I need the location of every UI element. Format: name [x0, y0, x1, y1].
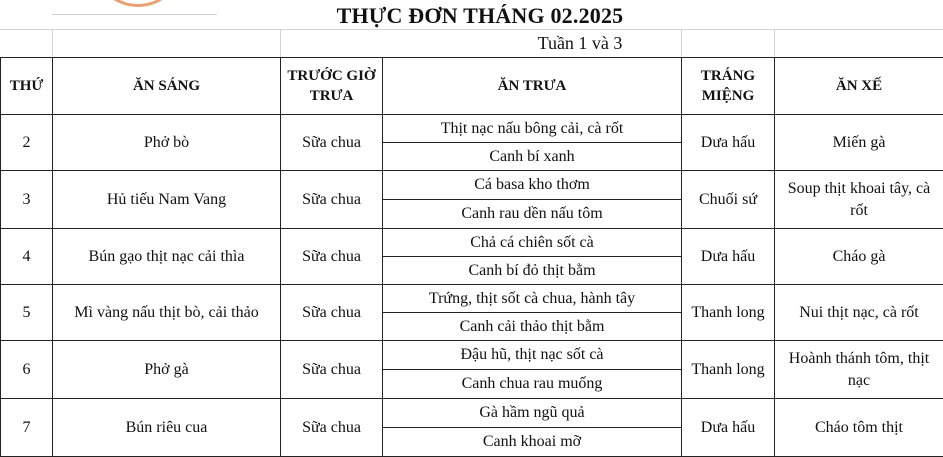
snack-cell: Cháo tôm thịt [775, 399, 943, 457]
breakfast-cell: Bún gạo thịt nạc cải thìa [53, 229, 281, 285]
table-row [1, 285, 943, 313]
breakfast-cell: Hủ tiếu Nam Vang [53, 171, 281, 229]
day-cell: 6 [1, 341, 53, 399]
snack-cell: Soup thịt khoai tây, cà rốt [775, 171, 943, 229]
snack-cell: Hoành thánh tôm, thịt nạc [775, 341, 943, 399]
day-cell: 5 [1, 285, 53, 341]
lunch-soup-cell: Canh cải thảo thịt bằm [383, 313, 682, 341]
column-header-lunch: ĂN TRƯA [383, 58, 682, 115]
dessert-cell: Thanh long [682, 285, 775, 341]
table-row [1, 171, 943, 200]
lunch-soup-cell: Canh rau dền nấu tôm [383, 200, 682, 229]
dessert-cell: Dưa hấu [682, 229, 775, 285]
table-row [1, 341, 943, 370]
lunch-soup-cell: Canh chua rau muống [383, 370, 682, 399]
breakfast-cell: Bún riêu cua [53, 399, 281, 457]
pre-lunch-cell: Sữa chua [281, 399, 383, 457]
divider [0, 29, 943, 30]
lunch-main-cell: Cá basa kho thơm [383, 171, 682, 200]
lunch-soup-cell: Canh bí xanh [383, 143, 682, 171]
column-header-snack: ĂN XẾ [775, 58, 943, 115]
day-cell: 7 [1, 399, 53, 457]
lunch-main-cell: Gà hầm ngũ quả [383, 399, 682, 428]
lunch-main-cell: Trứng, thịt sốt cà chua, hành tây [383, 285, 682, 313]
table-row [1, 229, 943, 257]
breakfast-cell: Phở gà [53, 341, 281, 399]
dessert-cell: Dưa hấu [682, 115, 775, 171]
pre-lunch-cell: Sữa chua [281, 341, 383, 399]
logo [92, 0, 184, 7]
table-row [1, 399, 943, 428]
pre-lunch-cell: Sữa chua [281, 115, 383, 171]
breakfast-cell: Mì vàng nấu thịt bò, cải thảo [53, 285, 281, 341]
table-row [1, 115, 943, 143]
dessert-cell: Dưa hấu [682, 399, 775, 457]
snack-cell: Nui thịt nạc, cà rốt [775, 285, 943, 341]
dessert-cell: Chuối sứ [682, 171, 775, 229]
pre-lunch-cell: Sữa chua [281, 285, 383, 341]
day-cell: 2 [1, 115, 53, 171]
divider [52, 14, 217, 15]
snack-cell: Miến gà [775, 115, 943, 171]
lunch-soup-cell: Canh bí đỏ thịt bằm [383, 257, 682, 285]
page-subtitle: Tuần 1 và 3 [460, 33, 700, 54]
menu-table [0, 57, 943, 457]
lunch-main-cell: Đậu hũ, thịt nạc sốt cà [383, 341, 682, 370]
pre-lunch-cell: Sữa chua [281, 229, 383, 285]
dessert-cell: Thanh long [682, 341, 775, 399]
table-header-row [1, 58, 943, 115]
page-title: THỰC ĐƠN THÁNG 02.2025 [280, 3, 680, 29]
divider [774, 29, 775, 57]
column-header-dessert: TRÁNG MIỆNG [682, 58, 775, 115]
divider [280, 29, 281, 57]
day-cell: 4 [1, 229, 53, 285]
lunch-main-cell: Chả cá chiên sốt cà [383, 229, 682, 257]
breakfast-cell: Phở bò [53, 115, 281, 171]
snack-cell: Cháo gà [775, 229, 943, 285]
column-header-day: THỨ [1, 58, 53, 115]
divider [52, 29, 53, 57]
pre-lunch-cell: Sữa chua [281, 171, 383, 229]
column-header-pre-lunch: TRƯỚC GIỜ TRƯA [281, 58, 383, 115]
lunch-main-cell: Thịt nạc nấu bông cải, cà rốt [383, 115, 682, 143]
day-cell: 3 [1, 171, 53, 229]
lunch-soup-cell: Canh khoai mỡ [383, 428, 682, 457]
column-header-breakfast: ĂN SÁNG [53, 58, 281, 115]
